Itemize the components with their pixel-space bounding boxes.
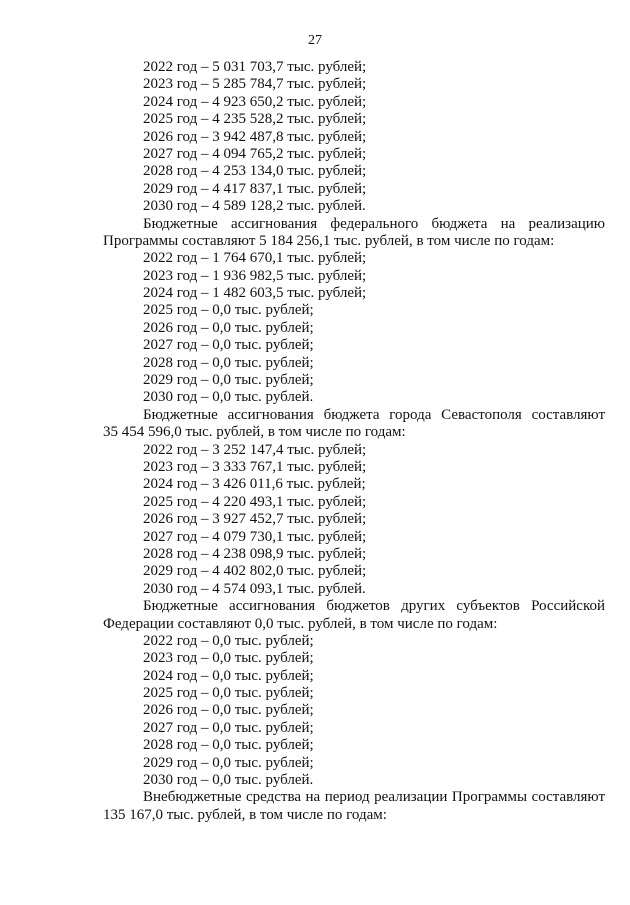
year-amount-item: 2027 год – 0,0 тыс. рублей; (143, 337, 314, 354)
year-amount-item: 2024 год – 4 923 650,2 тыс. рублей; (143, 93, 367, 110)
paragraph-line: Федерации составляют 0,0 тыс. рублей, в том числе по годам: (103, 615, 498, 632)
year-amount-item: 2022 год – 5 031 703,7 тыс. рублей; (143, 59, 367, 75)
year-amount-item: 2029 год – 4 417 837,1 тыс. рублей; (143, 180, 367, 197)
year-amount-item: 2025 год – 0,0 тыс. рублей; (143, 685, 314, 702)
paragraph-line: 35 454 596,0 тыс. рублей, в том числе по годам: (103, 424, 406, 441)
paragraph-line: Бюджетные ассигнования бюджетов других субъектов Российской (143, 598, 605, 615)
year-amount-item: 2029 год – 4 402 802,0 тыс. рублей; (143, 563, 367, 580)
year-amount-item: 2028 год – 0,0 тыс. рублей; (143, 737, 314, 754)
year-amount-item: 2030 год – 4 574 093,1 тыс. рублей. (143, 580, 366, 597)
paragraph-line: Бюджетные ассигнования бюджета города Севастополя составляют (143, 406, 605, 423)
year-amount-item: 2026 год – 0,0 тыс. рублей; (143, 702, 314, 719)
paragraph-line: Программы составляют 5 184 256,1 тыс. рублей, в том числе по годам: (103, 232, 555, 249)
funding-section (103, 59, 605, 216)
year-amount-item: 2023 год – 0,0 тыс. рублей; (143, 650, 314, 667)
year-amount-item: 2028 год – 4 238 098,9 тыс. рублей; (143, 545, 367, 562)
year-amount-item: 2028 год – 4 253 134,0 тыс. рублей; (143, 163, 367, 180)
year-amount-item: 2024 год – 0,0 тыс. рублей; (143, 667, 314, 684)
year-amount-item: 2027 год – 4 094 765,2 тыс. рублей; (143, 145, 367, 162)
funding-section (103, 216, 605, 407)
year-amount-item: 2022 год – 3 252 147,4 тыс. рублей; (143, 441, 367, 458)
year-amount-item: 2022 год – 1 764 670,1 тыс. рублей; (143, 250, 367, 267)
year-amount-item: 2024 год – 1 482 603,5 тыс. рублей; (143, 285, 367, 302)
year-amount-item: 2030 год – 4 589 128,2 тыс. рублей. (143, 198, 366, 215)
year-amount-item: 2024 год – 3 426 011,6 тыс. рублей; (143, 476, 366, 493)
funding-section (103, 407, 605, 598)
year-amount-item: 2026 год – 0,0 тыс. рублей; (143, 319, 314, 336)
funding-section (103, 598, 605, 789)
year-amount-item: 2030 год – 0,0 тыс. рублей. (143, 772, 314, 789)
paragraph-line: Внебюджетные средства на период реализации Программы составляют (143, 789, 605, 806)
year-amount-item: 2025 год – 4 220 493,1 тыс. рублей; (143, 493, 367, 510)
document-body (103, 59, 605, 824)
year-amount-item: 2028 год – 0,0 тыс. рублей; (143, 354, 314, 371)
year-amount-item: 2023 год – 1 936 982,5 тыс. рублей; (143, 267, 367, 284)
year-amount-item: 2023 год – 5 285 784,7 тыс. рублей; (143, 76, 367, 93)
year-amount-item: 2026 год – 3 927 452,7 тыс. рублей; (143, 511, 367, 528)
year-amount-item: 2029 год – 0,0 тыс. рублей; (143, 372, 314, 389)
year-amount-item: 2030 год – 0,0 тыс. рублей. (143, 389, 314, 406)
year-amount-item: 2027 год – 4 079 730,1 тыс. рублей; (143, 528, 367, 545)
year-amount-item: 2026 год – 3 942 487,8 тыс. рублей; (143, 128, 367, 145)
year-amount-item: 2025 год – 4 235 528,2 тыс. рублей; (143, 111, 367, 128)
page-number: 27 (308, 33, 322, 48)
year-amount-item: 2025 год – 0,0 тыс. рублей; (143, 302, 314, 319)
year-amount-item: 2027 год – 0,0 тыс. рублей; (143, 719, 314, 736)
year-amount-item: 2029 год – 0,0 тыс. рублей; (143, 754, 314, 771)
year-amount-item: 2022 год – 0,0 тыс. рублей; (143, 632, 314, 649)
year-amount-item: 2023 год – 3 333 767,1 тыс. рублей; (143, 458, 367, 475)
paragraph-line: 135 167,0 тыс. рублей, в том числе по годам: (103, 806, 387, 823)
paragraph-line: Бюджетные ассигнования федерального бюджета на реализацию (143, 215, 605, 232)
funding-section (103, 789, 605, 824)
